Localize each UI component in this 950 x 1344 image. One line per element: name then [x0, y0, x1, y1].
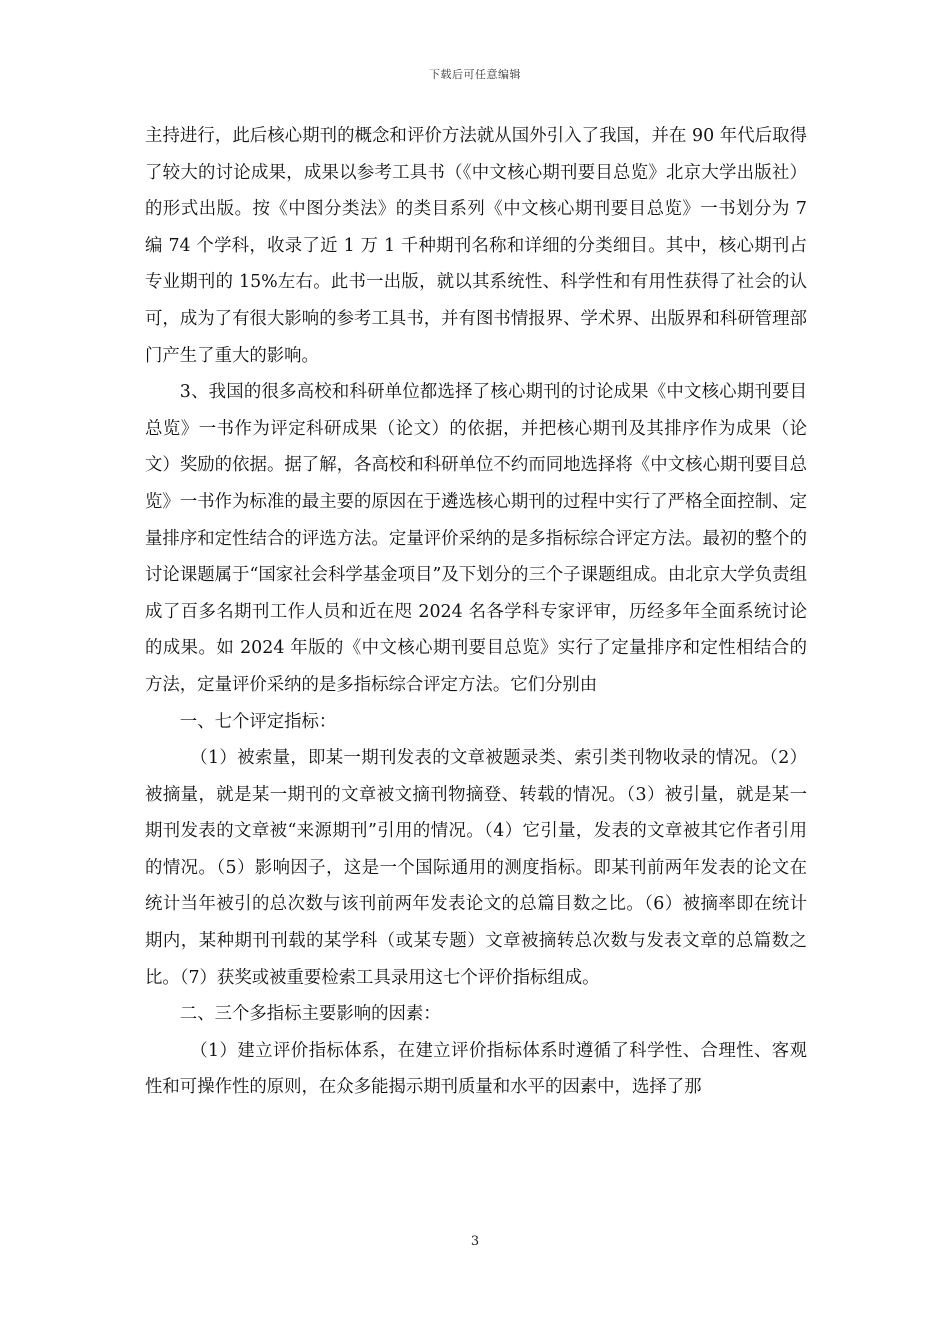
paragraph-point-3: 3、我国的很多高校和科研单位都选择了核心期刊的讨论成果《中文核心期刊要目总览》一书作为评定科研成果（论文）的依据，并把核心期刊及其排序作为成果（论文）奖励的依据。据了解，各高校和科研单位不约而同地选择将《中文核心期刊要目总览》一书作为标准的最主要的原因在于遴选核心期刊的过程中实行了严格全面控制、定量排序和定性结合的评选方法。定量评价采纳的是多指标综合评定方法。最初的整个的讨论课题属于“国家社会科学基金项目”及下划分的三个子课题组成。由北京大学负责组成了百多名期刊工作人员和近在咫 2024 名各学科专家评审，历经多年全面系统讨论的成果。如 2024 年版的《中文核心期刊要目总览》实行了定量排序和定性相结合的方法，定量评价采纳的是多指标综合评定方法。它们分别由 [145, 382, 807, 695]
paragraph-indicator-list: （1）被索量，即某一期刊发表的文章被题录类、索引类刊物收录的情况。（2）被摘量，就是某一期刊的文章被文摘刊物摘登、转载的情况。（3）被引量，就是某一期刊发表的文章被“来源期刊”引用的情况。（4）它引量，发表的文章被其它作者引用的情况。（5）影响因子，这是一个国际通用的测度指标。即某刊前两年发表的论文在统计当年被引的总次数与该刊前两年发表论文的总篇目数之比。（6）被摘率即在统计期内，某种期刊刊载的某学科（或某专题）文章被摘转总次数与发表文章的总篇数之比。（7）获奖或被重要检索工具录用这七个评价指标组成。 [145, 748, 807, 988]
section-heading-seven-indicators: 一、七个评定指标： [179, 711, 337, 732]
document-body [145, 118, 807, 1106]
page-number: 3 [470, 1234, 480, 1249]
paragraph-evaluation-system: （1）建立评价指标体系，在建立评价指标体系时遵循了科学性、合理性、客观性和可操作性的原则，在众多能揭示期刊质量和水平的因素中，选择了那 [145, 1040, 807, 1098]
page-header: 下载后可任意编辑 [429, 68, 521, 81]
section-heading-three-factors: 二、三个多指标主要影响的因素： [179, 1004, 441, 1025]
paragraph-continuation: 主持进行，此后核心期刊的概念和评价方法就从国外引入了我国，并在 90 年代后取得了较大的讨论成果，成果以参考工具书（《中文核心期刊要目总览》北京大学出版社）的形式出版。按《中图分类法》的类目系列《中文核心期刊要目总览》一书划分为 7 编 74 个学科，收录了近 1 万 1 千种期刊名称和详细的分类细目。其中，核心期刊占专业期刊的 15%左右。此书一出版，就以其系统性、科学性和有用性获得了社会的认可，成为了有很大影响的参考工具书，并有图书情报界、学术界、出版界和科研管理部门产生了重大的影响。 [145, 126, 807, 366]
